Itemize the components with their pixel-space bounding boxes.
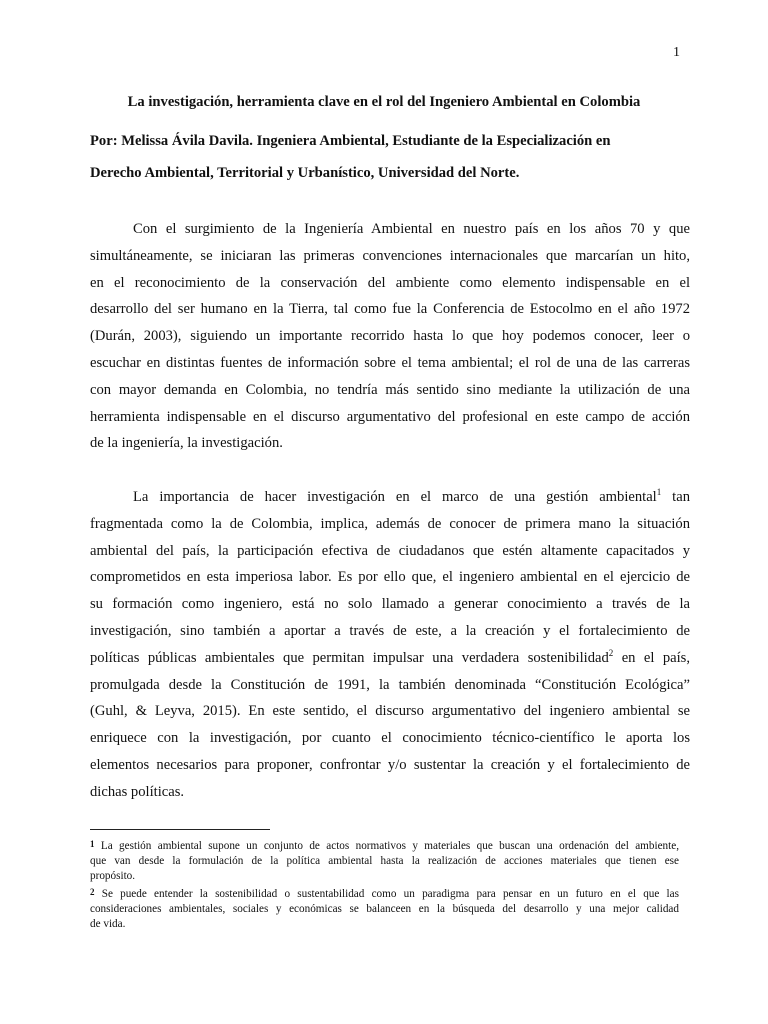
footnote-2-number: 2 <box>90 886 95 897</box>
paragraph-line: de la ingeniería, la investigación. <box>90 435 283 452</box>
paragraph-line: desarrollo del ser humano en la Tierra, tal como fue la Conferencia de Estocolmo en el año 1972 <box>90 301 690 318</box>
paragraph-2 <box>90 484 690 806</box>
footnote-1-line: propósito. <box>90 870 136 883</box>
paragraph-line: fragmentada como la de Colombia, implica, además de conocer de primera mano la situación <box>90 515 690 532</box>
page-number: 1 <box>673 45 680 60</box>
paragraph-line <box>90 484 690 511</box>
paragraph-line: simultáneamente, se iniciaran las primeras convenciones internacionales que marcarían un hito, <box>90 247 690 264</box>
paragraph-line: dichas políticas. <box>90 783 185 800</box>
paragraph-line: (Durán, 2003), siguiendo un importante recorrido hasta lo que hoy podemos conocer, leer o <box>90 328 690 345</box>
footnote-divider <box>90 829 270 830</box>
footnote-1-line: que van desde la formulación de la política ambiental hasta la realización de acciones materiales que tienen ese <box>90 855 679 868</box>
paragraph-1 <box>90 216 690 457</box>
footnote-ref-1[interactable]: 1 <box>656 487 662 497</box>
footnote-2-line: consideraciones ambientales, sociales y económicas se balanceen en la búsqueda del desarrollo y una mejor calidad <box>90 902 679 915</box>
paragraph-line: su formación como ingeniero, está no solo llamado a generar conocimiento a través de la <box>90 596 690 613</box>
footnote-2-line <box>90 885 679 902</box>
paragraph-line: investigación, sino también a aportar a través de este, a la creación y el fortalecimiento de <box>90 622 690 639</box>
footnote-1-line <box>90 837 679 854</box>
paragraph-line: herramienta indispensable en el discurso argumentativo del profesional en este campo de acción <box>90 408 690 425</box>
author-line-1: Por: Melissa Ávila Davila. Ingeniera Ambiental, Estudiante de la Especialización en <box>90 133 611 149</box>
paragraph-line: escuchar en distintas fuentes de información sobre el tema ambiental; el rol de una de las carreras <box>90 354 690 371</box>
document-title: La investigación, herramienta clave en el rol del Ingeniero Ambiental en Colombia <box>127 94 641 110</box>
paragraph-line: (Guhl, & Leyva, 2015). En este sentido, el discurso argumentativo del ingeniero ambiental se <box>90 703 690 720</box>
paragraph-line: en el reconocimiento de la conservación del ambiente como elemento indispensable en el <box>90 274 690 291</box>
footnote-text: Se puede entender la sostenibilidad o sustentabilidad como un paradigma para pensar en un futuro en el que las <box>101 887 679 900</box>
footnote-2-line: de vida. <box>90 918 126 931</box>
paragraph-text: La importancia de hacer investigación en el marco de una gestión ambiental <box>133 489 657 505</box>
paragraph-line: ambiental del país, la participación efectiva de ciudadanos que estén altamente capacitados y <box>90 542 690 559</box>
paragraph-line: Con el surgimiento de la Ingeniería Ambiental en nuestro país en los años 70 y que <box>133 221 690 237</box>
footnote-text: La gestión ambiental supone un conjunto de actos normativos y materiales que buscan una ordenación del ambiente, <box>100 840 680 852</box>
paragraph-line: con mayor demanda en Colombia, no tendría más sentido sino mediante la utilización de una <box>90 381 690 398</box>
paragraph-line: comprometidos en esta imperiosa labor. Es por ello que, el ingeniero ambiental en el ejercicio de <box>90 569 690 586</box>
footnote-ref-2[interactable]: 2 <box>608 647 614 658</box>
footnote-1-number: 1 <box>90 839 95 849</box>
author-block <box>90 125 690 189</box>
paragraph-line <box>90 645 690 672</box>
paragraph-text: políticas públicas ambientales que permitan impulsar una verdadera sostenibilidad <box>90 649 609 666</box>
paragraph-text: en el país, <box>613 649 690 666</box>
paragraph-line: promulgada desde la Constitución de 1991, la también denominada “Constitución Ecológica” <box>90 676 690 693</box>
author-line-2: Derecho Ambiental, Territorial y Urbanístico, Universidad del Norte. <box>90 165 520 181</box>
paragraph-line: enriquece con la investigación, por cuanto el conocimiento técnico-científico le aporta los <box>90 730 690 747</box>
footnotes <box>90 837 679 932</box>
paragraph-line: elementos necesarios para proponer, confrontar y/o sustentar la creación y el fortalecimiento de <box>90 756 690 773</box>
paragraph-text: tan <box>661 489 691 505</box>
